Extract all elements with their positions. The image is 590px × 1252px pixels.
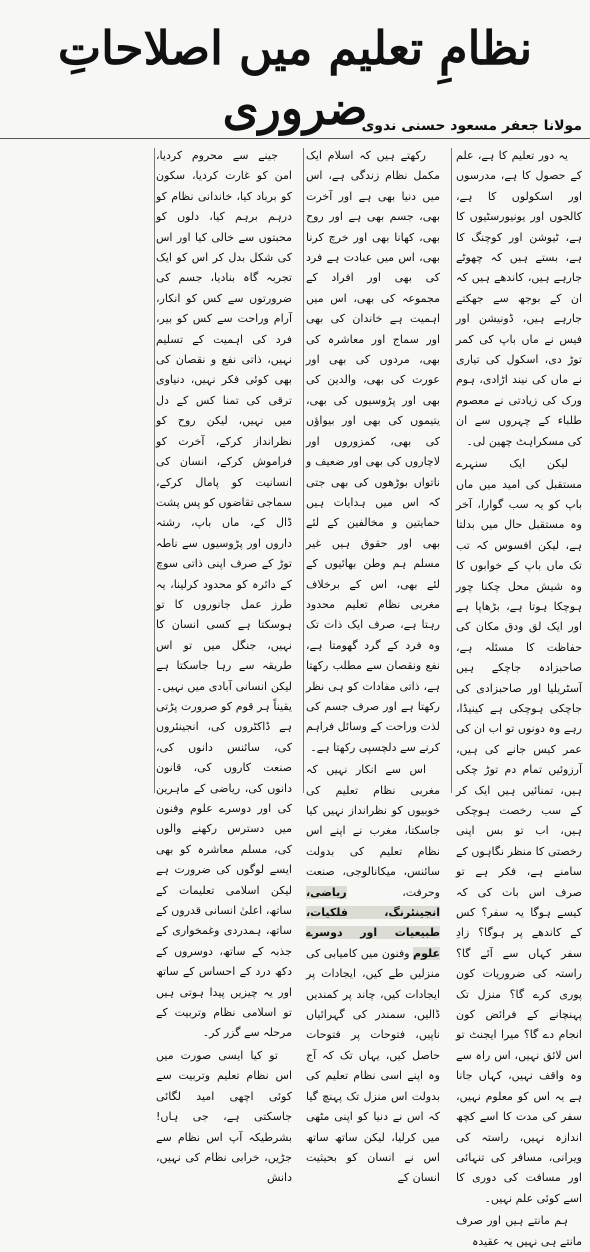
paragraph-text: وفنون میں کامیابی کی منزلیں طے کیں، ایجادات پر ایجادات کیں، چاند پر کمندیں ڈالیں، سمندر کی گہرائیاں ناپیں، فتوحات پر فتوحات حاصل کیں، یہاں تک کہ آج وہ اپنے اسی نظام تعلیم کی بدولت اس منزل تک پہنچ گیا کہ اس نے دنیا کو اپنی مٹھی میں کرلیا، لیکن ساتھ ساتھ اس نے انسان کو بحیثیت انسان کے xyxy=(306,946,440,1185)
highlighted-phrase: ریاضی، انجینئرنگ، فلکیات، طبیعیات اور دوسرے علوم xyxy=(306,885,441,960)
column-4 xyxy=(8,146,144,796)
header-rule xyxy=(0,138,590,139)
column-divider xyxy=(303,148,304,793)
article-title: نظامِ تعلیم میں اصلاحاتِ ضروری xyxy=(57,21,533,135)
column-2 xyxy=(306,146,441,1185)
paragraph: جینے سے محروم کردیا، امن کو غارت کردیا، سکون کو برباد کیا، خاندانی نظام کو درہم برہم کیا، دلوں کو محبتوں سے خالی کیا اور اس کی شکل بدل کر اس کو ایک تجربہ گاہ بنادیا، جسم کی ضرورتوں سے کس کو انکار، آرام وراحت سے کس کو بیر، فرد کی اہمیت کے تسلیم نہیں، ذاتی نفع و نقصان کی بھی کوئی فکر نہیں، دنیاوی ترقی کی تمنا کس کے دل میں نہیں، لیکن روح کو نظرانداز کرکے، آخرت کو فراموش کرکے، انسان کی انسانیت کو پامال کرکے، سماجی تقاضوں کو پس پشت ڈال کے، ماں باپ، رشتہ داروں اور پڑوسیوں سے ناطہ توڑ کے صرف اپنی ذاتی سوچ کے دائرہ کو محدود کرلینا، یہ طرز عمل جانوروں کا تو ہوسکتا ہے کسی انسان کا نہیں، جنگل میں تو اس طریقہ سے رہا جاسکتا ہے لیکن انسانی آبادی میں نہیں۔ یقیناً ہر قوم کو صرورت پڑتی ہے ڈاکٹروں کی، انجینئروں کی، سائنس دانوں کی، صنعت کاروں کی، قانون دانوں کی، ریاضی کے ماہرین کی اور دوسرے علوم وفنون میں دسترس رکھنے والوں کی، مسلم معاشرہ کو بھی ایسے لوگوں کی ضرورت ہے لیکن اسلامی تعلیمات کے ساتھ، اعلیٰ انسانی قدروں کے ساتھ، ہمدردی وغمخواری کے جذبہ کے ساتھ، دوسروں کے دکھ درد کے احساس کے ساتھ اور یہ چیزیں پیدا ہوتی ہیں تو اسلامی نظام وتربیت کے مرحلہ سے گزر کر۔ xyxy=(156,149,292,1040)
paragraph: ہم مانتے ہیں اور صرف مانتے ہی نہیں یہ عقیدہ xyxy=(456,1214,582,1248)
paragraph: یہ دور تعلیم کا ہے، علم کے حصول کا ہے، مدرسوں اور اسکولوں کا ہے، کالجوں اور یونیورسٹیوں کا ہے، ٹیوشن اور کوچنگ کا ہے، بستے ہیں کہ چھوٹے جارہے ہیں، کاندھے ہیں کہ ان کے بوجھ سے جھکتے جارہے ہیں، ڈونیشن اور فیس نے ماں باپ کی کمر توڑ دی، اسکول کی تیاری نے ماں کی نیند اڑادی، ہوم ورک کی زیادتی نے معصوم طلباء کے چہروں سے ان کی مسکراہٹ چھین لی۔ xyxy=(456,149,582,448)
column-divider xyxy=(154,148,155,793)
column-3 xyxy=(156,146,292,1185)
author-byline: مولانا جعفر مسعود حسنی ندوی xyxy=(361,118,582,134)
column-divider xyxy=(451,148,452,793)
paragraph xyxy=(306,760,440,1189)
paragraph-text: اس سے انکار نہیں کہ مغربی نظام تعلیم کی خوبیوں کو نظرانداز نہیں کیا جاسکتا، مغرب نے اپنے اس نظام تعلیم کی بدولت سائنس، میکانالوجی، صنعت وحرفت، xyxy=(306,763,440,899)
paragraph: رکھتے ہیں کہ اسلام ایک مکمل نظام زندگی ہے، اس میں دنیا بھی ہے اور آخرت بھی، جسم بھی ہے اور روح بھی، کھانا بھی اور خرچ کرنا بھی، اس میں عبادت ہے فرد کی بھی اور افراد کے مجموعہ کی بھی، اس میں اہمیت ہے خاندان کی بھی اور سماج اور معاشرہ کی بھی، مردوں کی بھی اور عورت کی بھی، والدین کی بھی اور پڑوسیوں کی بھی، یتیموں کی بھی اور بیواؤں کی بھی، کمزوروں اور لاچاروں کی بھی اور ضعیف و ناتواں بوڑھوں کی بھی جتی کہ اس میں ہدایات ہیں حمایتین و مخالفین کے لئے بھی اور حقوق ہیں غیر مسلم ہم وطن بھائیوں کے لئے بھی، اس کے برخلاف مغربی نظام تعلیم محدود رہتا ہے، صرف ایک ذات تک وہ فرد کے گرد گھومتا ہے، نفع ونقصان سے مطلب رکھتا ہے، ذاتی مفادات کو ہی نظر رکھتا ہے اور صرف جسم کی لذت وراحت کے وسائل فراہم کرنے سے دلچسپی رکھتا ہے۔ xyxy=(306,149,440,754)
column-1 xyxy=(456,146,582,1248)
paragraph: تو کیا ایسی صورت میں اس نظام تعلیم وتربیت سے کوئی اچھی امید لگائی جاسکتی ہے، جی ہاں! بشرطیکہ آپ اس نظام سے جڑیں، خرابی نظام کی نہیں، دانش xyxy=(156,1048,292,1185)
paragraph: لیکن ایک سنہرے مستقبل کی امید میں ماں باپ کو یہ سب گوارا، آخر وہ مستقبل حال میں بدلتا ہے، لیکن افسوس کہ تب تک ماں باپ کے خوابوں کا وہ شیش محل چکنا چور ہوچکا ہوتا ہے، بڑھاپا ہے اور ایک لق ودق مکان کی حفاظت کا مسئلہ ہے، صاحبزادہ جاچکے ہیں آسٹریلیا اور صاحبزادی کی جاچکی ہوچکی ہے کینیڈا، رہے وہ دونوں تو اب ان کی عمر کیس جانے کی ہیں، آرزوئیں تمام دم توڑ چکی ہیں، تمنائیں ہیں ایک کر کے سب رخصت ہوچکی ہیں، اب تو بس اپنی رخصتی کا منظر نگاہوں کے سامنے ہے، فکر ہے تو صرف اس بات کی کہ کیسے ہوگا یہ سفر؟ کس کے کاندھے پر ہوگا؟ زادِ سفر کہاں سے آئے گا؟ راستہ کی ضروریات کون پوری کرے گا؟ منزل تک پہنچانے کے فرائض کون انجام دے گا؟ میرا ایجنٹ تو اس لائق نہیں، اس راہ سے وہ واقف نہیں، کہاں جانا ہے یہ اس کو معلوم نہیں، سفر کی مدت کا اسے کچھ اندازہ نہیں، راستہ کی ویرانی، مسافر کی تنہائی اور مسافت کی دوری کا اسے کوئی علم نہیں۔ xyxy=(456,457,582,1205)
